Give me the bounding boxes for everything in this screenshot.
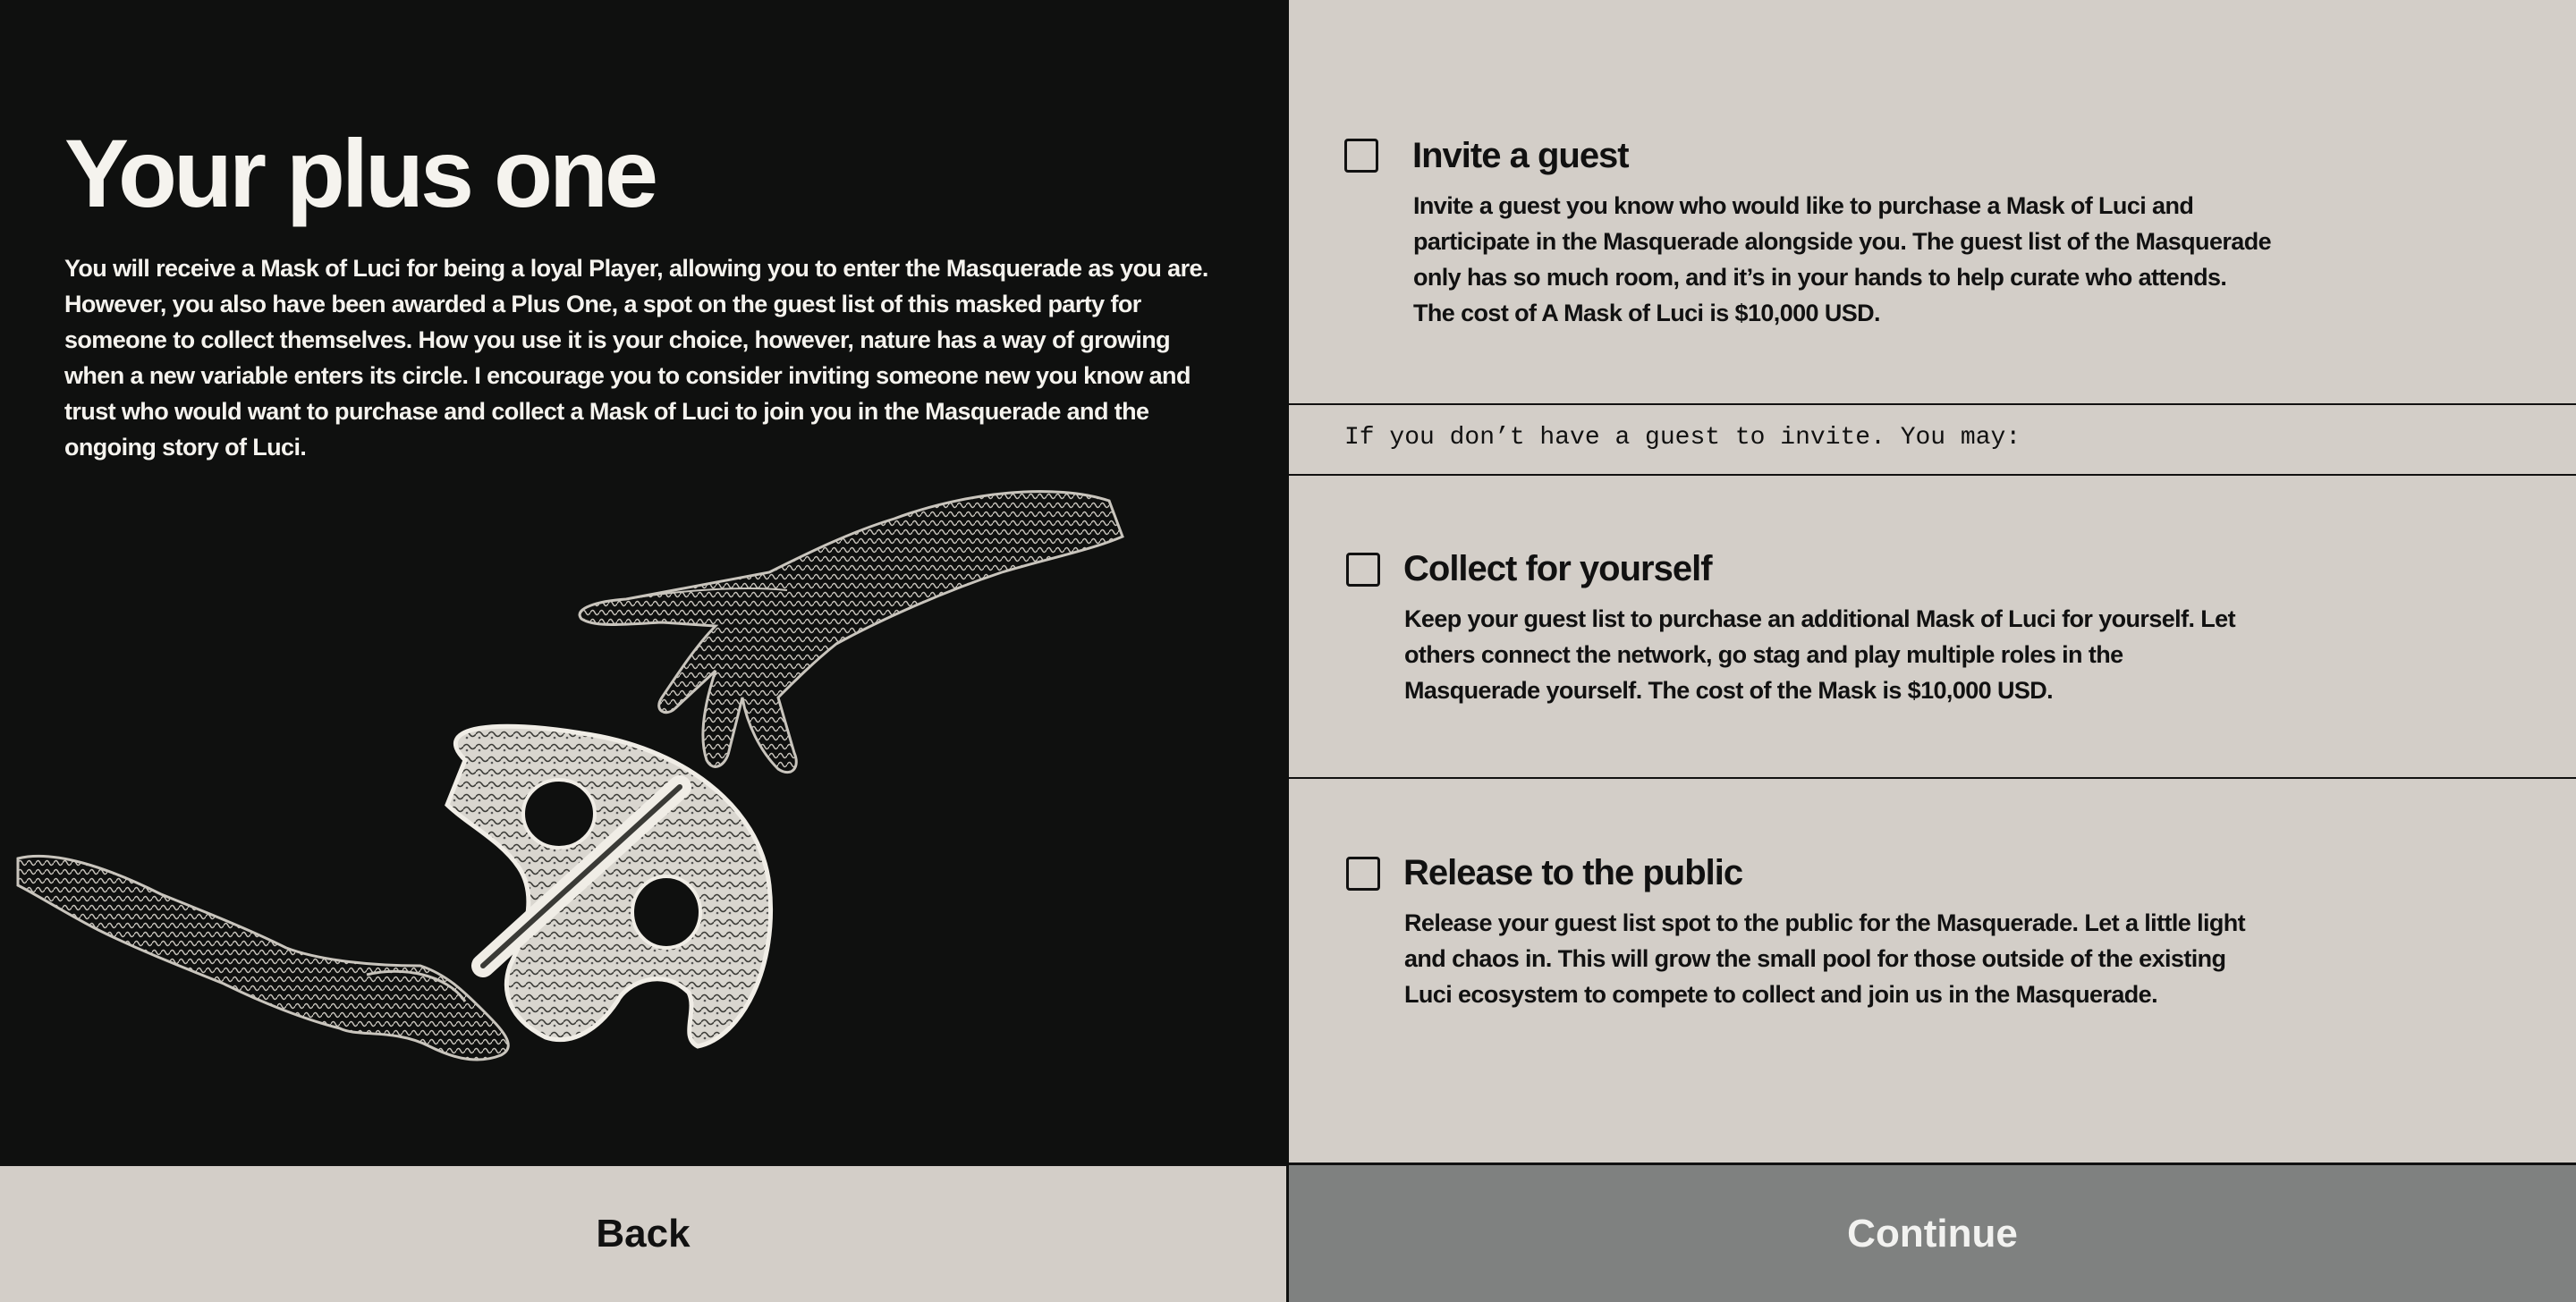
invite-guest-checkbox[interactable] [1344, 139, 1378, 173]
collect-for-yourself-description: Keep your guest list to purchase an additional Mask of Luci for yourself. Let others connect the network, go stag and play multiple roles in the Masquerade yourself. The cost of the Mask is $10,000 USD. [1404, 605, 2235, 704]
release-to-public-title: Release to the public [1403, 853, 1743, 892]
section-divider [1289, 403, 2576, 405]
section-divider [1289, 777, 2576, 779]
hands-holding-mask-illustration [0, 465, 1286, 1164]
release-to-public-checkbox[interactable] [1346, 857, 1380, 891]
intro-panel [0, 0, 1286, 1164]
alternative-options-note: If you don’t have a guest to invite. You may: [1344, 424, 2021, 452]
back-button[interactable]: Back [0, 1164, 1286, 1302]
section-divider [1289, 474, 2576, 476]
options-panel [1289, 0, 2576, 1162]
lower-hand-shape [18, 856, 508, 1060]
continue-button[interactable]: Continue [1289, 1162, 2576, 1302]
upper-hand-shape [580, 492, 1123, 773]
invite-guest-title: Invite a guest [1412, 136, 1629, 175]
mask-shape [447, 726, 771, 1046]
page-title: Your plus one [64, 119, 656, 227]
invite-guest-description: Invite a guest you know who would like to purchase a Mask of Luci and participate in the Masquerade alongside you. The guest list of the Masquerade only has so much room, and it’s in your hands to help curate who attends. The cost of A Mask of Luci is $10,000 USD. [1413, 192, 2271, 326]
release-to-public-description: Release your guest list spot to the public for the Masquerade. Let a little light and chaos in. This will grow the small pool for those outside of the existing Luci ecosystem to compete to collect and join us in the Masquerade. [1404, 909, 2246, 1008]
collect-for-yourself-checkbox[interactable] [1346, 553, 1380, 587]
intro-description: You will receive a Mask of Luci for being a loyal Player, allowing you to enter the Masquerade as you are. However, you also have been awarded a Plus One, a spot on the guest list of this masked party for someone to collect themselves. How you use it is your choice, however, nature has a way of growing when a new variable enters its circle. I encourage you to consider inviting someone new you know and trust who would want to purchase and collect a Mask of Luci to join you in the Masquerade and the ongoing story of Luci. [64, 255, 1208, 461]
collect-for-yourself-title: Collect for yourself [1403, 549, 1712, 588]
